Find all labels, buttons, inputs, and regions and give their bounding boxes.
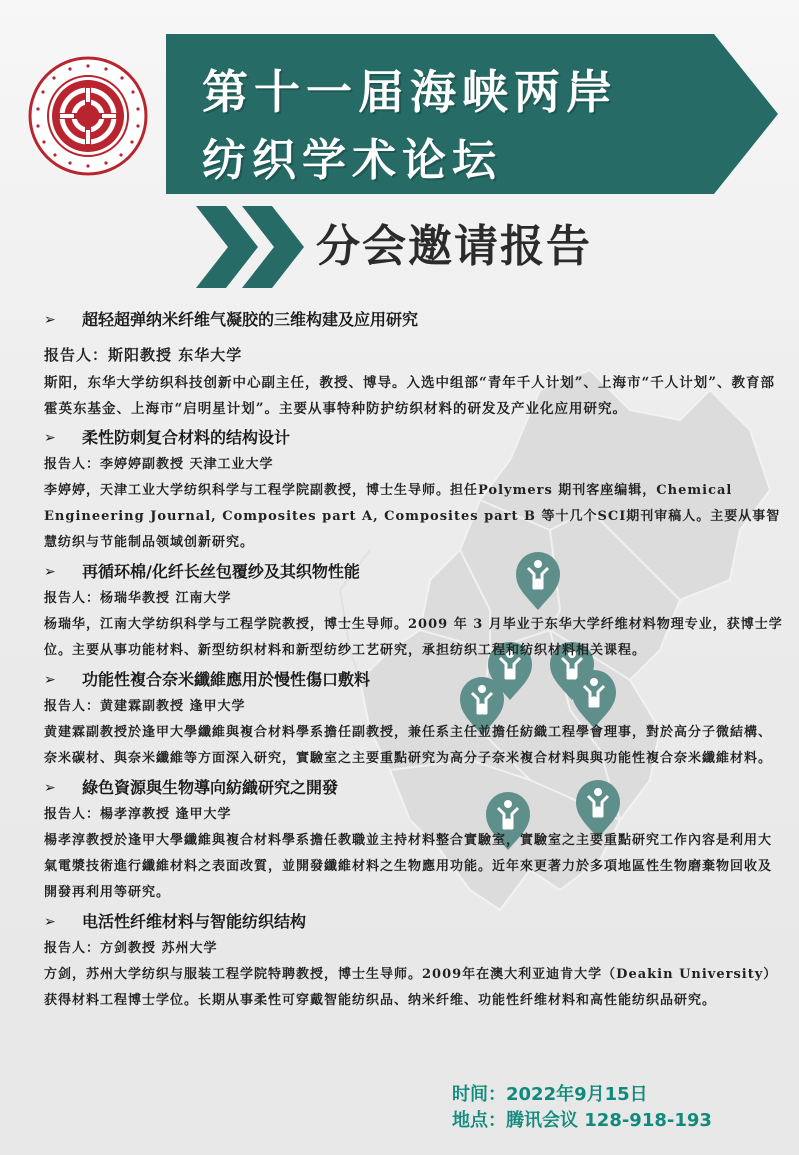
talk-speaker: 报告人：黄建霖副教授 逢甲大学 xyxy=(44,699,246,714)
section-title: 分会邀请报告 xyxy=(316,221,592,272)
event-place: 地点：腾讯会议 128-918-193 xyxy=(452,1110,712,1131)
event-time: 时间：2022年9月15日 xyxy=(452,1084,648,1105)
double-chevron-icon xyxy=(196,206,308,288)
event-info xyxy=(452,1082,712,1134)
arrow-bullet-icon: ➢ xyxy=(44,914,56,930)
arrow-bullet-icon: ➢ xyxy=(44,780,56,796)
title-banner xyxy=(166,34,778,194)
talk-bio: 方剑，苏州大学纺织与服装工程学院特聘教授，博士生导师。2009年在澳大利亚迪肯大学（Deakin University）获得材料工程博士学位。长期从事柔性可穿戴智能纺织品、纳米纤维、功能性纤维材料和高性能纺织品研究。 xyxy=(44,967,778,1008)
arrow-bullet-icon: ➢ xyxy=(44,312,56,328)
talk-title xyxy=(44,558,784,586)
talk-bio: 李婷婷，天津工业大学纺织科学与工程学院副教授，博士生导师。担任Polymers 期刊客座编辑，Chemical Engineering Journal, Composites part A, Composites part B 等十几个SCI期刊审稿人。主要从事智慧纺织与节能制品领域创新研究。 xyxy=(44,483,781,550)
talk-speaker: 报告人：楊孝淳教授 逢甲大学 xyxy=(44,807,232,822)
arrow-bullet-icon: ➢ xyxy=(44,564,56,580)
college-logo xyxy=(26,54,150,178)
talk-speaker: 报告人：李婷婷副教授 天津工业大学 xyxy=(44,457,274,472)
talk-title-text: 电活性纤维材料与智能纺织结构 xyxy=(82,912,307,931)
talk-speaker: 报告人：方剑教授 苏州大学 xyxy=(44,941,218,956)
arrow-bullet-icon: ➢ xyxy=(44,672,56,688)
talk-speaker: 报告人：杨瑞华教授 江南大学 xyxy=(44,591,232,606)
talk-item xyxy=(44,558,784,664)
talk-title-text: 功能性複合奈米纖維應用於慢性傷口敷料 xyxy=(82,670,371,689)
talk-title xyxy=(44,424,784,452)
talk-bio: 斯阳，东华大学纺织科技创新中心副主任，教授、博导。入选中组部“青年千人计划”、上海市“千人计划”、教育部霍英东基金、上海市“启明星计划”。主要从事特种防护纺织材料的研发及产业化应用研究。 xyxy=(44,375,776,417)
talk-title-text: 柔性防刺复合材料的结构设计 xyxy=(82,428,291,447)
talk-bio: 黄建霖副教授於逢甲大學纖維與複合材料學系擔任副教授，兼任系主任並擔任紡織工程學會理事，對於高分子微結構、奈米碳材、與奈米纖維等方面深入研究，實驗室之主要重點研究为高分子奈米複合材料與與功能性複合奈米纖維材料。 xyxy=(44,725,773,766)
forum-title-line2: 纺织学术论坛 xyxy=(202,135,502,186)
talk-title xyxy=(44,908,784,936)
talk-item xyxy=(44,908,784,1014)
talk-title xyxy=(44,666,784,694)
talk-bio: 杨瑞华，江南大学纺织科学与工程学院教授，博士生导师。2009 年 3 月毕业于东华大学纤维材料物理专业，获博士学位。主要从事功能材料、新型纺织材料和新型纺纱工艺研究，承担纺织工程和纺织材料相关课程。 xyxy=(44,617,783,658)
talk-list xyxy=(44,300,784,1016)
talk-item xyxy=(44,424,784,556)
talk-bio: 楊孝淳教授於逢甲大學纖維與複合材料學系擔任教職並主持材料整合實驗室，實驗室之主要重點研究工作內容是利用大氣電漿技術進行纖維材料之表面改質，並開發纖維材料之生物應用功能。近年來更著力於多項地區性生物磨棄物回收及開發再利用等研究。 xyxy=(44,833,773,900)
talk-title-text: 綠色資源與生物導向紡織研究之開發 xyxy=(82,778,339,797)
talk-title-text: 再循环棉/化纤长丝包覆纱及其织物性能 xyxy=(82,562,360,581)
arrow-bullet-icon: ➢ xyxy=(44,430,56,446)
forum-title-line1: 第十一届海峡两岸 xyxy=(202,65,618,119)
talk-title xyxy=(44,774,784,802)
talk-title-text: 超轻超弹纳米纤维气凝胶的三维构建及应用研究 xyxy=(82,310,419,329)
talk-speaker: 报告人：斯阳教授 东华大学 xyxy=(44,346,243,364)
talk-item xyxy=(44,774,784,906)
talk-item xyxy=(44,666,784,772)
talk-title xyxy=(44,300,784,340)
talk-item xyxy=(44,300,784,422)
